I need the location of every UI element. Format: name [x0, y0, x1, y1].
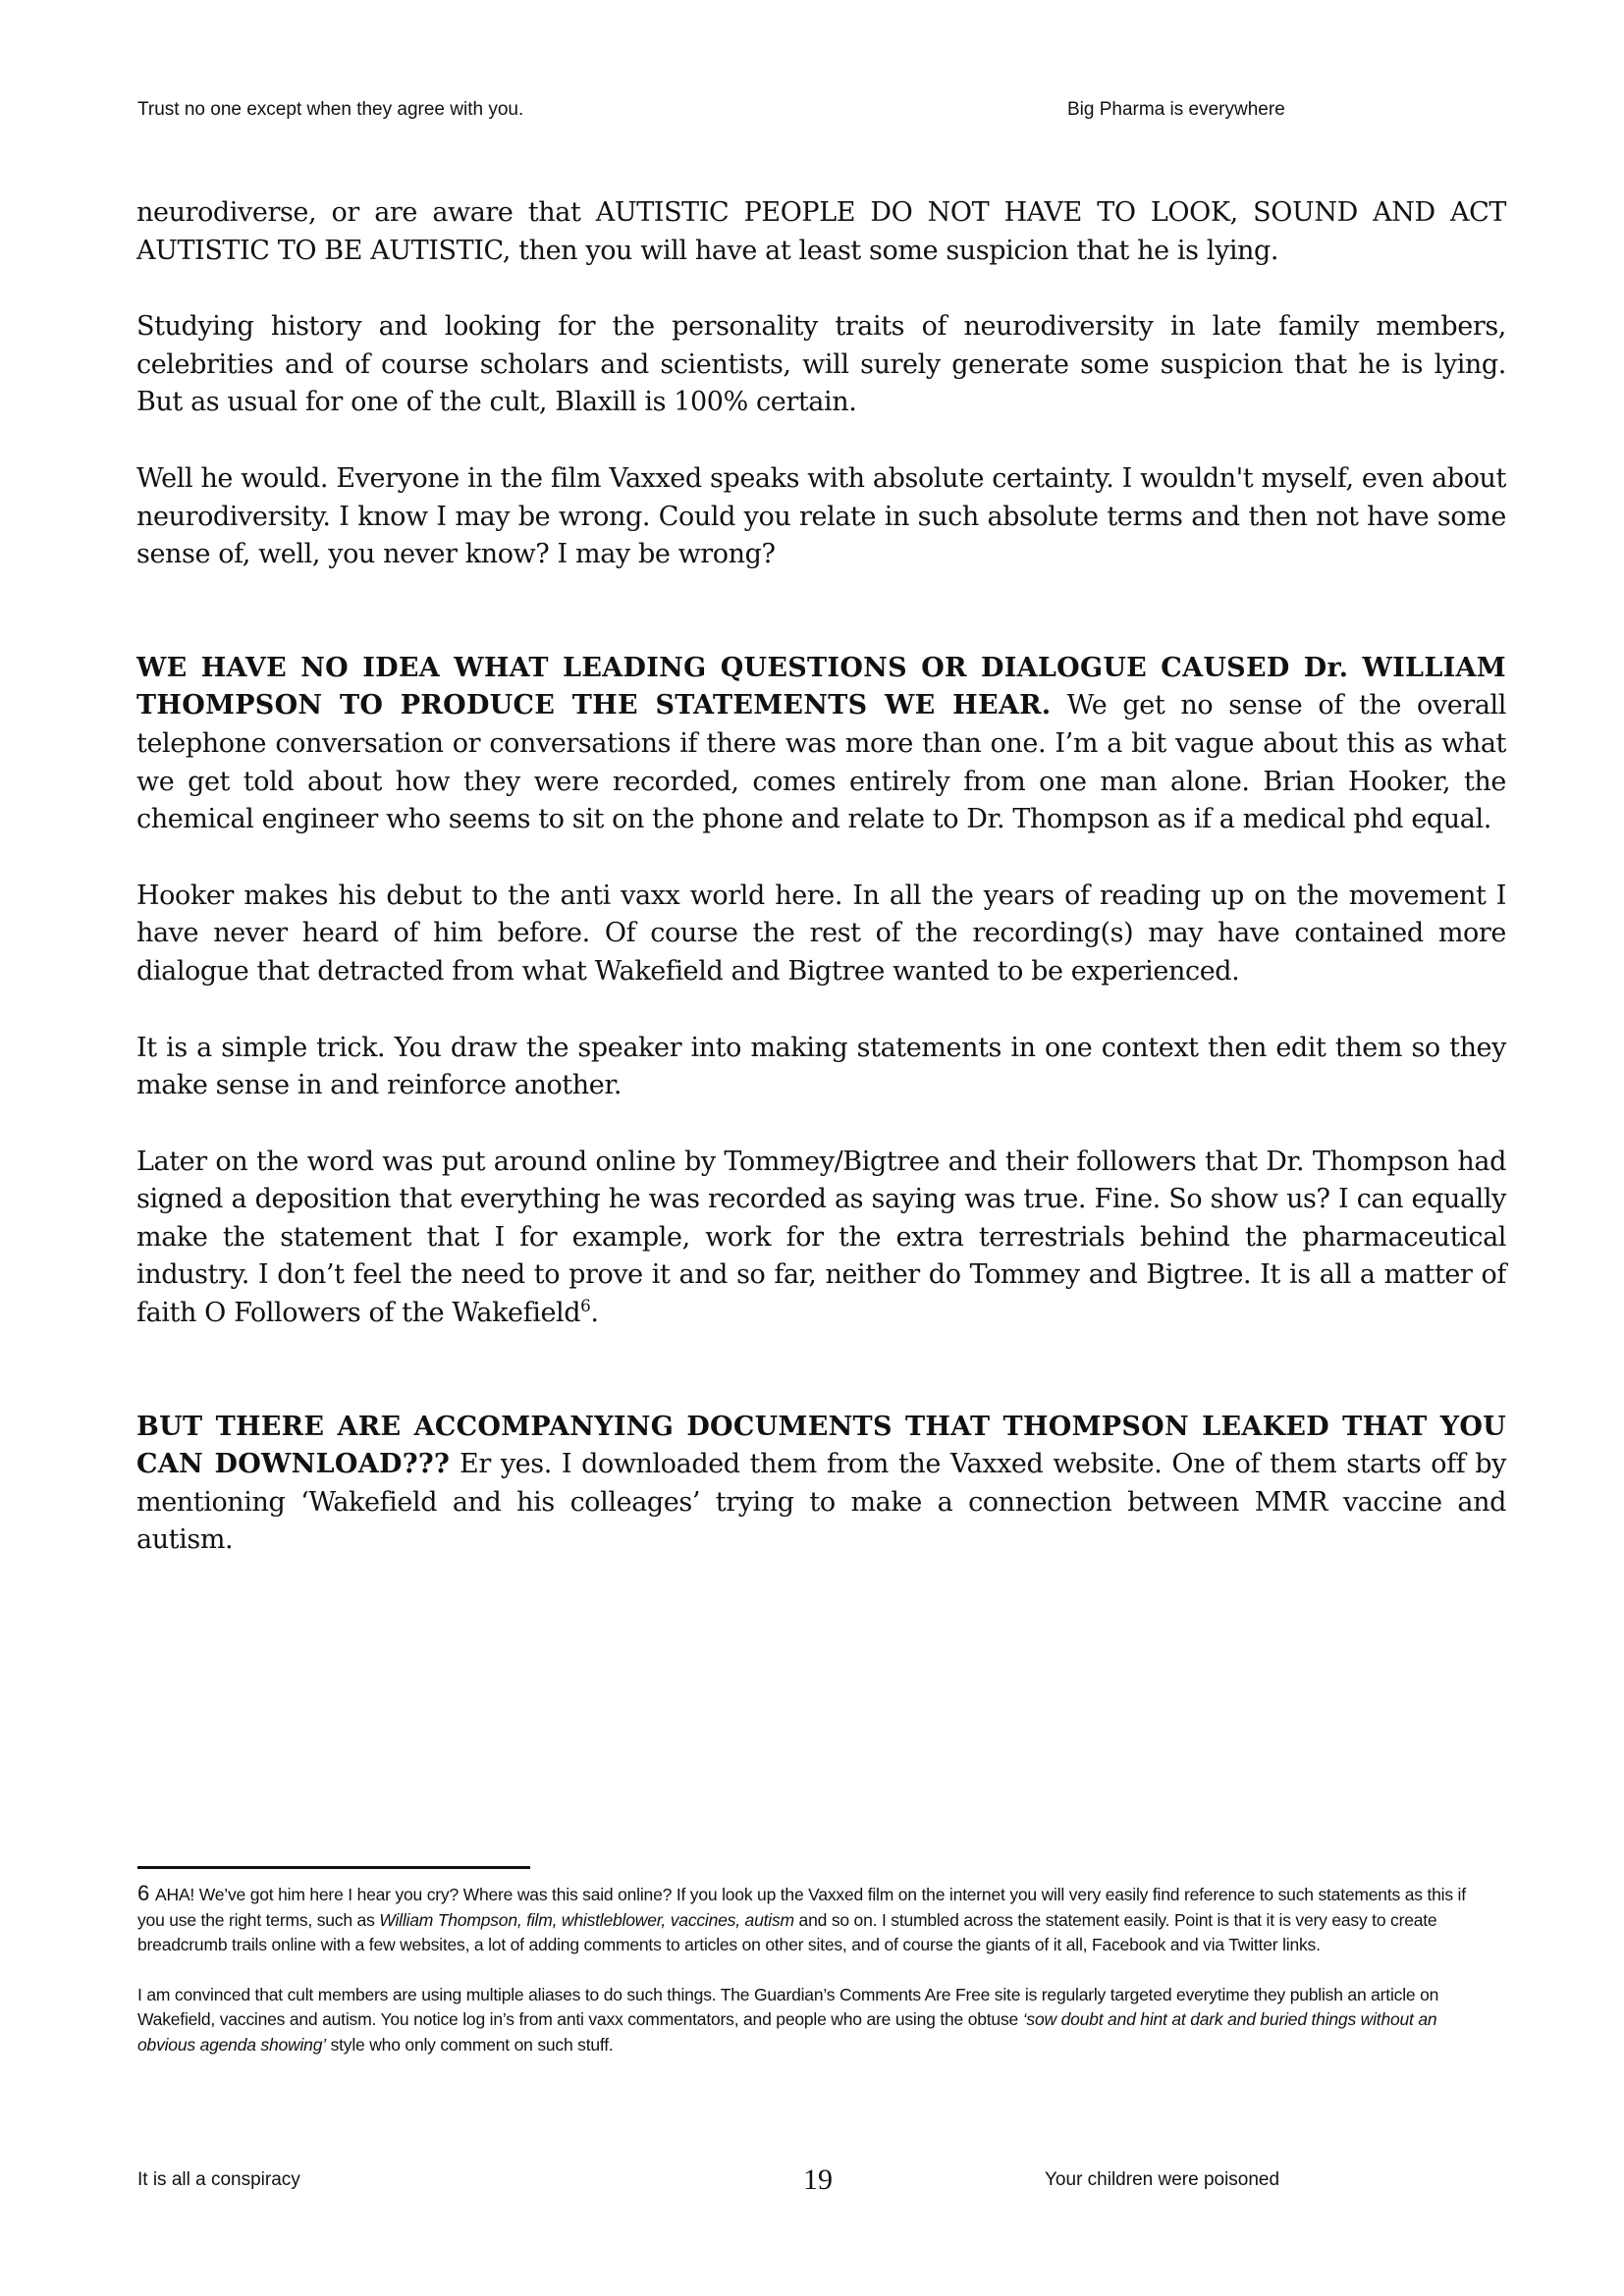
running-header-left: Trust no one except when they agree with you. — [137, 99, 524, 120]
footnote-mark: 6 — [137, 1881, 150, 1905]
paragraph: neurodiverse, or are aware that AUTISTIC PEOPLE DO NOT HAVE TO LOOK, SOUND AND ACT AUTISTIC TO BE AUTISTIC, then you will have at least some suspicion that he is lying. — [136, 197, 1506, 266]
footnote-paragraph — [137, 1881, 1469, 1958]
running-footer-right: Your children were poisoned — [1045, 2169, 1280, 2190]
paragraph: Well he would. Everyone in the film Vaxxed speaks with absolute certainty. I wouldn't myself, even about neurodiversity. I know I may be wrong. Could you relate in such absolute terms and then not have some sense of, well, you never know? I may be wrong? — [136, 462, 1506, 570]
running-header-right: Big Pharma is everywhere — [1067, 99, 1285, 120]
paragraph — [136, 1409, 1506, 1560]
footnote-italic: ‘sow doubt and hint at dark and buried things without an obvious agenda showing’ — [137, 2009, 1437, 2055]
paragraph — [136, 1144, 1506, 1333]
footnote-separator — [137, 1866, 530, 1869]
page-number: 19 — [803, 2163, 833, 2196]
footnote-reference[interactable]: 6 — [580, 1296, 591, 1316]
footnote — [137, 1881, 1469, 2082]
bold-heading: WE HAVE NO IDEA WHAT LEADING QUESTIONS OR DIALOGUE CAUSED Dr. WILLIAM THOMPSON TO PRODUCE THE STATEMENTS WE HEAR. — [136, 652, 1506, 721]
paragraph-text: Er yes. I downloaded them from the Vaxxed website. One of them starts off by mentioning ‘Wakefield and his colleages’ trying to make a connection between MMR vaccine and autism. — [136, 1449, 1507, 1556]
footnote-text: and so on. I stumbled across the statement easily. Point is that it is very easy to create breadcrumb trails online with a few websites, a lot of adding comments to articles on other sites, and of course the giants of it all, Facebook and via Twitter links. — [137, 1909, 1437, 1954]
body-text — [136, 194, 1506, 1598]
footnote-text: I am convinced that cult members are using multiple aliases to do such things. The Guardian’s Comments Are Free site is regularly targeted everytime they publish an article on Wakefield, vaccines and autism. You notice log in’s from anti vaxx commentators, and people who are using the obtuse — [137, 1984, 1439, 2029]
paragraph: It is a simple trick. You draw the speaker into making statements in one context then edit them so they make sense in and reinforce another. — [136, 1032, 1506, 1101]
paragraph: Hooker makes his debut to the anti vaxx world here. In all the years of reading up on the movement I have never heard of him before. Of course the rest of the recording(s) may have contained more dialogue that detracted from what Wakefield and Bigtree wanted to be experienced. — [136, 880, 1506, 987]
paragraph — [136, 650, 1506, 839]
paragraph-text: Later on the word was put around online by Tommey/Bigtree and their followers that Dr. Thompson had signed a deposition that everything he was recorded as saying was true. Fine. So show us? I can equally make the statement that I for example, work for the extra terrestrials behind the pharmaceutical industry. I don’t feel the need to prove it and so far, neither do Tommey and Bigtree. It is all a matter of faith O Followers of the Wakefield — [136, 1146, 1506, 1329]
paragraph-text: We get no sense of the overall telephone conversation or conversations if there was more than one. I’m a bit vague about this as what we get told about how they were recorded, comes entirely from one man alone. Brian Hooker, the chemical engineer who seems to sit on the phone and relate to Dr. Thompson as if a medical phd equal. — [136, 690, 1506, 835]
paragraph: Studying history and looking for the personality traits of neurodiversity in late family members, celebrities and of course scholars and scientists, will surely generate some suspicion that he is lying. But as usual for one of the cult, Blaxill is 100% certain. — [136, 311, 1506, 418]
paragraph-text-end: . — [590, 1298, 599, 1329]
footnote-text: AHA! We’ve got him here I hear you cry? Where was this said online? If you look up the Vaxxed film on the internet you will very easily find reference to such statements as this if you use the right terms, such as — [137, 1885, 1466, 1930]
footnote-text: style who only comment on such stuff. — [325, 2034, 614, 2055]
bold-heading: BUT THERE ARE ACCOMPANYING DOCUMENTS THAT THOMPSON LEAKED THAT YOU CAN DOWNLOAD??? — [136, 1411, 1506, 1480]
footnote-italic: William Thompson, film, whistleblower, vaccines, autism — [379, 1909, 794, 1930]
footnote-paragraph — [137, 1983, 1469, 2058]
running-footer-left: It is all a conspiracy — [137, 2169, 300, 2190]
